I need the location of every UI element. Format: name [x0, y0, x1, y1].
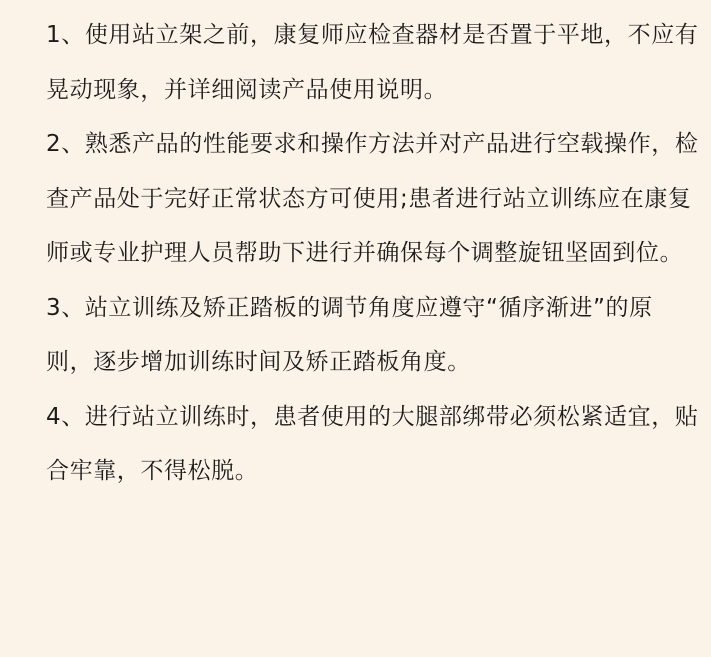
- instruction-item-1: 1、使用站立架之前，康复师应检查器材是否置于平地，不应有晃动现象，并详细阅读产品使用说明。: [46, 22, 699, 103]
- instruction-item-2: 2、熟悉产品的性能要求和操作方法并对产品进行空载操作，检查产品处于完好正常状态方可使用;患者进行站立训练应在康复师或专业护理人员帮助下进行并确保每个调整旋钮坚固到位。: [46, 131, 699, 266]
- instruction-item-4: 4、进行站立训练时，患者使用的大腿部绑带必须松紧适宜，贴合牢靠，不得松脱。: [46, 403, 699, 484]
- instruction-item-3: 3、站立训练及矫正踏板的调节角度应遵守“循序渐进”的原则，逐步增加训练时间及矫正踏板角度。: [46, 294, 653, 375]
